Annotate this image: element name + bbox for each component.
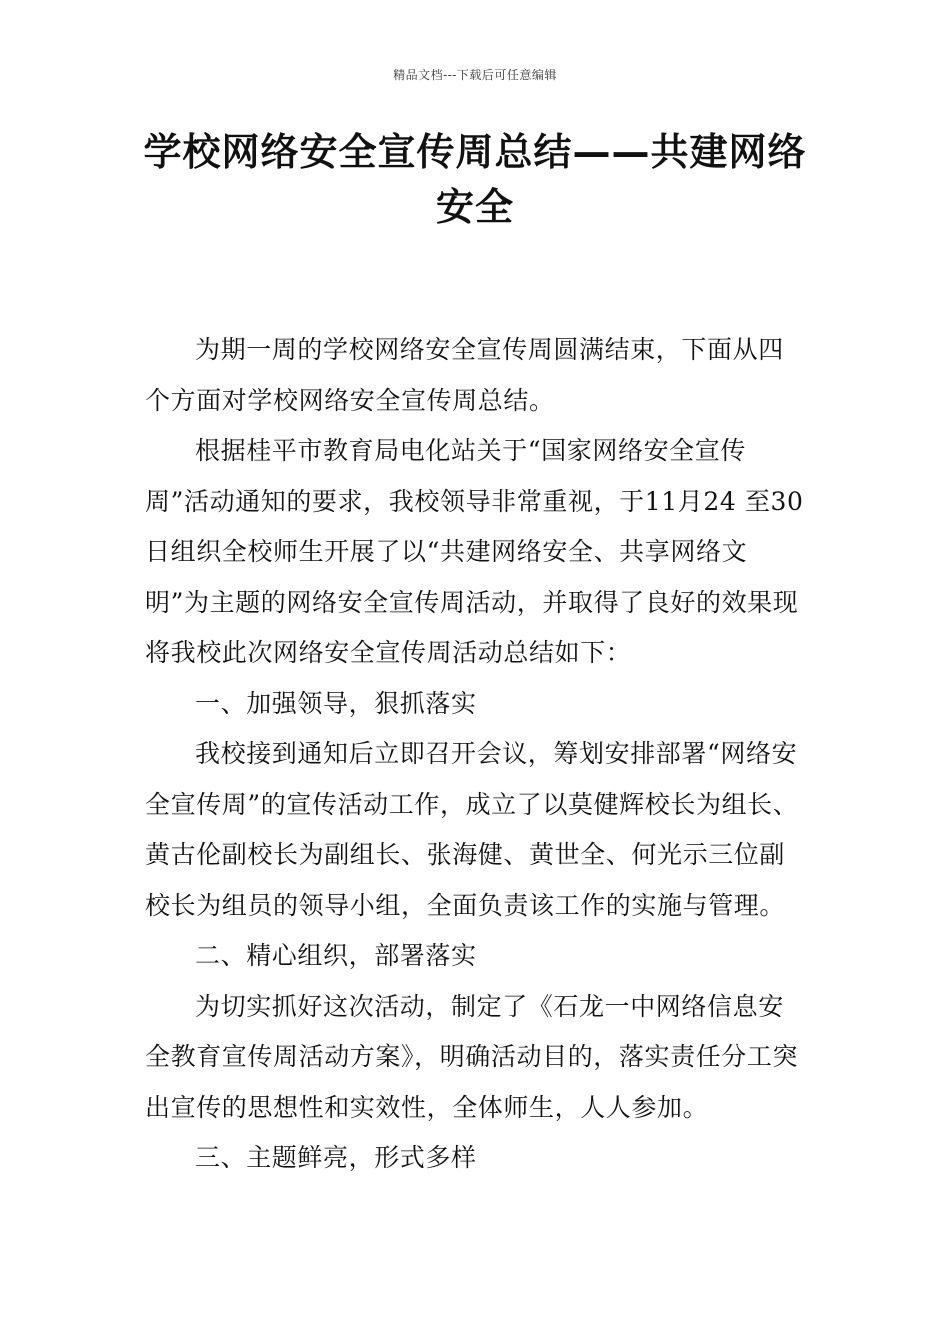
section-heading-3: 三、主题鲜亮，形式多样 — [195, 1143, 477, 1172]
header-note: 精品文档---下载后可任意编辑 — [393, 68, 557, 82]
document-title: 学校网络安全宣传周总结——共建网络安全 — [143, 130, 807, 229]
paragraph-section-1: 我校接到通知后立即召开会议，筹划安排部署“网络安全宣传周”的宣传活动工作，成立了以莫健辉校长为组长、黄古伦副校长为副组长、张海健、黄世全、何光示三位副校长为组员的领导小组，全面负责该工作的实施与管理。 — [145, 739, 799, 920]
section-heading-2: 二、精心组织，部署落实 — [195, 941, 477, 970]
document-body — [145, 325, 807, 1184]
paragraph-background: 根据桂平市教育局电化站关于“国家网络安全宣传周”活动通知的要求，我校领导非常重视，于11月24 至30日组织全校师生开展了以“共建网络安全、共享网络文明”为主题的网络安全宣传周活动，并取得了良好的效果现将我校此次网络安全宣传周活动总结如下： — [145, 436, 804, 667]
paragraph-intro: 为期一周的学校网络安全宣传周圆满结束，下面从四个方面对学校网络安全宣传周总结。 — [145, 335, 784, 415]
section-heading-1: 一、加强领导，狠抓落实 — [195, 688, 477, 718]
paragraph-section-2: 为切实抓好这次活动，制定了《石龙一中网络信息安全教育宣传周活动方案》，明确活动目的，落实责任分工突出宣传的思想性和实效性，全体师生，人人参加。 — [145, 991, 799, 1122]
